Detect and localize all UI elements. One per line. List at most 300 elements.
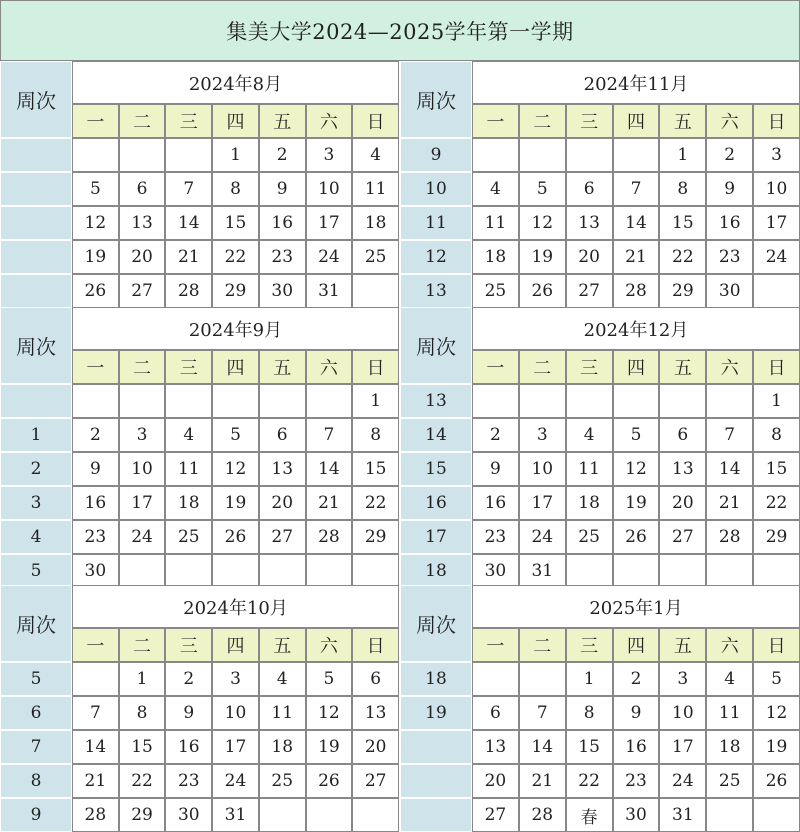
week-number: 5: [0, 662, 72, 696]
day-cell: 21: [306, 486, 353, 520]
day-cell: 9: [613, 696, 660, 730]
weekday-header: 二: [519, 350, 566, 384]
day-cell: 20: [659, 486, 706, 520]
day-cell: 5: [212, 418, 259, 452]
day-cell: 24: [519, 520, 566, 554]
day-cell: 15: [119, 730, 166, 764]
day-cell: [519, 384, 566, 418]
week-number: 9: [400, 138, 472, 172]
day-cell: [352, 798, 399, 832]
day-cell: 9: [72, 452, 119, 486]
weekday-header: 三: [165, 628, 212, 662]
day-cell: 22: [659, 240, 706, 274]
day-cell: [72, 384, 119, 418]
day-cell: 21: [165, 240, 212, 274]
day-cell: 13: [352, 696, 399, 730]
day-cell: 22: [352, 486, 399, 520]
day-cell: 7: [306, 418, 353, 452]
calendar-title: 集美大学2024—2025学年第一学期: [0, 0, 800, 61]
day-cell: 8: [119, 696, 166, 730]
week-number: 18: [400, 554, 472, 588]
weekday-header: 二: [119, 628, 166, 662]
day-cell: 29: [212, 274, 259, 308]
day-cell: 28: [706, 520, 753, 554]
day-cell: 7: [165, 172, 212, 206]
day-cell: [753, 554, 800, 588]
day-cell: 8: [352, 418, 399, 452]
weekday-header: 日: [753, 350, 800, 384]
day-cell: 1: [753, 384, 800, 418]
day-cell: [706, 384, 753, 418]
day-cell: 23: [472, 520, 519, 554]
day-cell: [472, 384, 519, 418]
day-cell: 11: [352, 172, 399, 206]
day-cell: 31: [519, 554, 566, 588]
day-cell: 3: [306, 138, 353, 172]
weekday-header: 四: [613, 628, 660, 662]
week-column-header: 周次: [400, 585, 472, 662]
day-cell: 6: [259, 418, 306, 452]
weekday-header: 四: [212, 628, 259, 662]
day-cell: 16: [165, 730, 212, 764]
day-cell: [259, 384, 306, 418]
day-cell: 19: [519, 240, 566, 274]
day-cell: 15: [753, 452, 800, 486]
day-cell: 12: [72, 206, 119, 240]
day-cell: 15: [352, 452, 399, 486]
day-cell: 9: [706, 172, 753, 206]
day-cell: [259, 554, 306, 588]
day-cell: 28: [613, 274, 660, 308]
day-cell: 2: [613, 662, 660, 696]
day-cell: 25: [566, 520, 613, 554]
day-cell: 24: [212, 764, 259, 798]
day-cell: 30: [706, 274, 753, 308]
day-cell: [352, 554, 399, 588]
day-cell: [259, 798, 306, 832]
month-header: 2024年9月: [72, 307, 399, 350]
day-cell: 26: [212, 520, 259, 554]
day-cell: 11: [472, 206, 519, 240]
day-cell: 3: [212, 662, 259, 696]
day-cell: 26: [519, 274, 566, 308]
week-number: 13: [400, 384, 472, 418]
day-cell: 14: [72, 730, 119, 764]
day-cell: 26: [306, 764, 353, 798]
week-number: [0, 384, 72, 418]
day-cell: 23: [72, 520, 119, 554]
week-number: 6: [0, 696, 72, 730]
day-cell: 12: [519, 206, 566, 240]
week-number: 19: [400, 696, 472, 730]
weekday-header: 四: [613, 350, 660, 384]
weekday-header: 四: [212, 350, 259, 384]
day-cell: [566, 384, 613, 418]
weekday-header: 日: [753, 104, 800, 138]
day-cell: 16: [72, 486, 119, 520]
weekday-header: 六: [306, 350, 353, 384]
day-cell: 22: [212, 240, 259, 274]
weekday-header: 六: [706, 104, 753, 138]
day-cell: 22: [753, 486, 800, 520]
day-cell: 18: [259, 730, 306, 764]
day-cell: 14: [519, 730, 566, 764]
day-cell: [119, 554, 166, 588]
day-cell: 10: [306, 172, 353, 206]
week-number: 18: [400, 662, 472, 696]
week-number: 4: [0, 520, 72, 554]
day-cell: [706, 554, 753, 588]
day-cell: 17: [519, 486, 566, 520]
day-cell: 27: [659, 520, 706, 554]
day-cell: 17: [212, 730, 259, 764]
day-cell: 25: [259, 764, 306, 798]
day-cell: 5: [519, 172, 566, 206]
week-number: 15: [400, 452, 472, 486]
week-number: 12: [400, 240, 472, 274]
weekday-header: 日: [753, 628, 800, 662]
week-column-header: 周次: [400, 61, 472, 138]
day-cell: 18: [352, 206, 399, 240]
day-cell: 30: [72, 554, 119, 588]
day-cell: 30: [259, 274, 306, 308]
day-cell: 26: [753, 764, 800, 798]
day-cell: 27: [119, 274, 166, 308]
day-cell: 1: [212, 138, 259, 172]
day-cell: 29: [352, 520, 399, 554]
day-cell: 19: [306, 730, 353, 764]
day-cell: 1: [119, 662, 166, 696]
day-cell: 27: [259, 520, 306, 554]
day-cell: 15: [212, 206, 259, 240]
day-cell: 2: [706, 138, 753, 172]
day-cell: 6: [659, 418, 706, 452]
day-cell: 20: [352, 730, 399, 764]
weekday-header: 三: [566, 350, 613, 384]
weekday-header: 二: [119, 350, 166, 384]
day-cell: 29: [119, 798, 166, 832]
week-number: 2: [0, 452, 72, 486]
day-cell: [165, 384, 212, 418]
day-cell: 28: [72, 798, 119, 832]
day-cell: 3: [519, 418, 566, 452]
day-cell: 24: [753, 240, 800, 274]
day-cell: 10: [753, 172, 800, 206]
day-cell: [119, 384, 166, 418]
month-header: 2024年11月: [472, 61, 800, 104]
day-cell: [306, 384, 353, 418]
week-number: 17: [400, 520, 472, 554]
week-number: 7: [0, 730, 72, 764]
weekday-header: 五: [259, 104, 306, 138]
day-cell: 20: [259, 486, 306, 520]
day-cell: 25: [352, 240, 399, 274]
day-cell: 4: [165, 418, 212, 452]
day-cell: [519, 662, 566, 696]
day-cell: 18: [472, 240, 519, 274]
day-cell: 10: [212, 696, 259, 730]
day-cell: 8: [753, 418, 800, 452]
day-cell: 9: [472, 452, 519, 486]
day-cell: 27: [352, 764, 399, 798]
weekday-header: 一: [72, 104, 119, 138]
day-cell: 16: [472, 486, 519, 520]
month-header: 2024年8月: [72, 61, 399, 104]
day-cell: 29: [753, 520, 800, 554]
day-cell: 3: [659, 662, 706, 696]
weekday-header: 五: [659, 628, 706, 662]
day-cell: 15: [566, 730, 613, 764]
day-cell: 10: [659, 696, 706, 730]
day-cell: 22: [119, 764, 166, 798]
day-cell: 21: [519, 764, 566, 798]
day-cell: [72, 138, 119, 172]
week-number: 8: [0, 764, 72, 798]
day-cell: 24: [306, 240, 353, 274]
day-cell: 3: [119, 418, 166, 452]
day-cell: 14: [613, 206, 660, 240]
day-cell: 14: [165, 206, 212, 240]
day-cell: 30: [472, 554, 519, 588]
week-number: [0, 138, 72, 172]
day-cell: 31: [659, 798, 706, 832]
day-cell: 2: [259, 138, 306, 172]
day-cell: [659, 384, 706, 418]
month-header: 2025年1月: [472, 585, 800, 628]
day-cell: 16: [613, 730, 660, 764]
weekday-header: 一: [472, 628, 519, 662]
day-cell: 13: [259, 452, 306, 486]
week-number: [0, 274, 72, 308]
weekday-header: 三: [566, 104, 613, 138]
weekday-header: 四: [613, 104, 660, 138]
day-cell: 26: [72, 274, 119, 308]
day-cell: 15: [659, 206, 706, 240]
day-cell: 27: [472, 798, 519, 832]
day-cell: 7: [613, 172, 660, 206]
day-cell: 3: [753, 138, 800, 172]
week-number: 9: [0, 798, 72, 832]
day-cell: 28: [519, 798, 566, 832]
day-cell: [706, 798, 753, 832]
day-cell: 31: [306, 274, 353, 308]
weekday-header: 四: [212, 104, 259, 138]
day-cell: 14: [306, 452, 353, 486]
day-cell: 17: [753, 206, 800, 240]
day-cell: 23: [706, 240, 753, 274]
day-cell: 26: [613, 520, 660, 554]
weekday-header: 二: [119, 104, 166, 138]
day-cell: 1: [566, 662, 613, 696]
weekday-header: 五: [259, 350, 306, 384]
day-cell: 21: [706, 486, 753, 520]
day-cell: [165, 554, 212, 588]
day-cell: [566, 554, 613, 588]
day-cell: 13: [659, 452, 706, 486]
weekday-header: 日: [352, 628, 399, 662]
day-cell: 25: [165, 520, 212, 554]
week-number: 3: [0, 486, 72, 520]
week-number: [400, 798, 472, 832]
weekday-header: 三: [566, 628, 613, 662]
day-cell: 5: [72, 172, 119, 206]
week-number: 13: [400, 274, 472, 308]
day-cell: [472, 662, 519, 696]
day-cell: 13: [566, 206, 613, 240]
day-cell: [613, 384, 660, 418]
day-cell: 17: [659, 730, 706, 764]
day-cell: 20: [566, 240, 613, 274]
day-cell: 9: [165, 696, 212, 730]
day-cell: 19: [613, 486, 660, 520]
day-cell: 30: [613, 798, 660, 832]
day-cell: [165, 138, 212, 172]
weekday-header: 日: [352, 350, 399, 384]
weekday-header: 一: [72, 628, 119, 662]
weekday-header: 二: [519, 104, 566, 138]
week-number: 11: [400, 206, 472, 240]
day-cell: [566, 138, 613, 172]
weekday-header: 五: [259, 628, 306, 662]
day-cell: 19: [212, 486, 259, 520]
month-header: 2024年12月: [472, 307, 800, 350]
weekday-header: 六: [706, 350, 753, 384]
day-cell: 31: [212, 798, 259, 832]
day-cell: 春: [566, 798, 613, 832]
day-cell: [519, 138, 566, 172]
day-cell: [306, 798, 353, 832]
day-cell: 1: [659, 138, 706, 172]
day-cell: 21: [613, 240, 660, 274]
day-cell: 9: [259, 172, 306, 206]
week-number: [0, 172, 72, 206]
day-cell: 30: [165, 798, 212, 832]
week-number: 16: [400, 486, 472, 520]
day-cell: 19: [753, 730, 800, 764]
day-cell: [613, 554, 660, 588]
day-cell: 17: [119, 486, 166, 520]
day-cell: 13: [472, 730, 519, 764]
day-cell: [352, 274, 399, 308]
day-cell: [119, 138, 166, 172]
day-cell: 8: [212, 172, 259, 206]
day-cell: 5: [613, 418, 660, 452]
day-cell: 11: [706, 696, 753, 730]
day-cell: 17: [306, 206, 353, 240]
day-cell: 12: [306, 696, 353, 730]
day-cell: [306, 554, 353, 588]
week-number: 10: [400, 172, 472, 206]
week-column-header: 周次: [0, 585, 72, 662]
weekday-header: 五: [659, 104, 706, 138]
weekday-header: 三: [165, 350, 212, 384]
day-cell: 13: [119, 206, 166, 240]
day-cell: 2: [472, 418, 519, 452]
day-cell: [212, 554, 259, 588]
week-column-header: 周次: [0, 61, 72, 138]
day-cell: 20: [472, 764, 519, 798]
day-cell: 22: [566, 764, 613, 798]
week-column-header: 周次: [400, 307, 472, 384]
day-cell: 11: [165, 452, 212, 486]
weekday-header: 六: [306, 628, 353, 662]
weekday-header: 一: [472, 104, 519, 138]
day-cell: 6: [566, 172, 613, 206]
day-cell: 4: [566, 418, 613, 452]
day-cell: 18: [165, 486, 212, 520]
day-cell: 7: [706, 418, 753, 452]
day-cell: 7: [519, 696, 566, 730]
day-cell: 6: [472, 696, 519, 730]
day-cell: 25: [706, 764, 753, 798]
day-cell: 21: [72, 764, 119, 798]
day-cell: 1: [352, 384, 399, 418]
day-cell: 16: [706, 206, 753, 240]
week-number: [0, 206, 72, 240]
month-header: 2024年10月: [72, 585, 399, 628]
day-cell: [659, 554, 706, 588]
day-cell: 7: [72, 696, 119, 730]
day-cell: 4: [352, 138, 399, 172]
day-cell: 27: [566, 274, 613, 308]
day-cell: 23: [613, 764, 660, 798]
day-cell: 11: [259, 696, 306, 730]
day-cell: 10: [119, 452, 166, 486]
weekday-header: 一: [472, 350, 519, 384]
day-cell: 24: [119, 520, 166, 554]
day-cell: [472, 138, 519, 172]
week-number: 14: [400, 418, 472, 452]
day-cell: 29: [659, 274, 706, 308]
day-cell: 2: [72, 418, 119, 452]
weekday-header: 三: [165, 104, 212, 138]
day-cell: 4: [706, 662, 753, 696]
weekday-header: 六: [306, 104, 353, 138]
day-cell: [212, 384, 259, 418]
weekday-header: 日: [352, 104, 399, 138]
day-cell: 5: [753, 662, 800, 696]
week-number: 5: [0, 554, 72, 588]
day-cell: 5: [306, 662, 353, 696]
day-cell: 4: [259, 662, 306, 696]
day-cell: [613, 138, 660, 172]
weekday-header: 五: [659, 350, 706, 384]
day-cell: [753, 798, 800, 832]
day-cell: 12: [212, 452, 259, 486]
day-cell: 25: [472, 274, 519, 308]
day-cell: 24: [659, 764, 706, 798]
day-cell: 28: [306, 520, 353, 554]
day-cell: 28: [165, 274, 212, 308]
day-cell: 18: [706, 730, 753, 764]
week-column-header: 周次: [0, 307, 72, 384]
day-cell: 11: [566, 452, 613, 486]
day-cell: 4: [472, 172, 519, 206]
day-cell: 18: [566, 486, 613, 520]
weekday-header: 六: [706, 628, 753, 662]
day-cell: 23: [259, 240, 306, 274]
day-cell: 12: [613, 452, 660, 486]
day-cell: 19: [72, 240, 119, 274]
day-cell: 8: [566, 696, 613, 730]
day-cell: 10: [519, 452, 566, 486]
weekday-header: 二: [519, 628, 566, 662]
day-cell: 6: [119, 172, 166, 206]
day-cell: 14: [706, 452, 753, 486]
day-cell: 12: [753, 696, 800, 730]
day-cell: 8: [659, 172, 706, 206]
day-cell: [72, 662, 119, 696]
